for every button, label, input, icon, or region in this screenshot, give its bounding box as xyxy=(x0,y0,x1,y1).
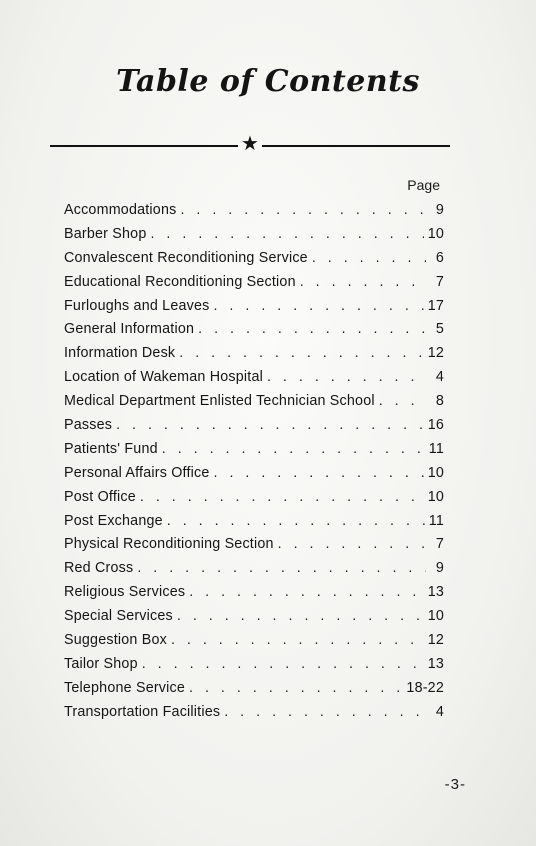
dot-leader xyxy=(267,366,426,390)
dot-leader xyxy=(171,629,424,653)
toc-entry-label: Barber Shop xyxy=(64,225,147,242)
toc-entry xyxy=(64,271,444,295)
star-icon: ★ xyxy=(241,131,259,155)
toc-entry xyxy=(64,390,444,414)
toc-entry-page: 5 xyxy=(435,321,444,338)
toc-entry xyxy=(64,199,444,223)
dot-leader xyxy=(224,701,426,725)
dot-leader xyxy=(140,486,424,510)
toc-entry-page: 7 xyxy=(435,273,444,290)
toc-entry xyxy=(64,414,444,438)
toc-entry xyxy=(64,295,444,319)
dot-leader xyxy=(116,414,424,438)
toc-entry-label: Physical Reconditioning Section xyxy=(64,536,274,553)
toc-entry xyxy=(64,581,444,605)
toc-entry-label: Telephone Service xyxy=(64,679,186,696)
toc-entry-label: Passes xyxy=(64,417,113,434)
dot-leader xyxy=(278,533,426,557)
toc-entry xyxy=(64,605,444,629)
toc-entry-page: 4 xyxy=(435,703,444,720)
toc-entry-label: Information Desk xyxy=(64,345,176,362)
toc-entry-page: 13 xyxy=(427,584,444,601)
toc-entry xyxy=(64,510,444,534)
toc-entry xyxy=(64,438,444,462)
toc-entry-page: 18-22 xyxy=(406,679,444,696)
toc-entry-page: 12 xyxy=(427,345,444,362)
toc-entry xyxy=(64,677,444,701)
dot-leader xyxy=(150,223,423,247)
dot-leader xyxy=(213,295,423,319)
toc-entry-label: Personal Affairs Office xyxy=(64,464,210,481)
toc-entry xyxy=(64,366,444,390)
toc-entry xyxy=(64,342,444,366)
toc-entry-label: Religious Services xyxy=(64,584,186,601)
toc-entry-page: 10 xyxy=(427,488,444,505)
dot-leader xyxy=(379,390,426,414)
divider-rule-right xyxy=(262,145,450,147)
toc-entry xyxy=(64,701,444,725)
dot-leader xyxy=(137,557,426,581)
toc-entry xyxy=(64,247,444,271)
toc-entry-page: 16 xyxy=(427,417,444,434)
page-number: -3- xyxy=(444,776,466,793)
toc-list xyxy=(64,199,444,725)
toc-entry-label: Medical Department Enlisted Technician School xyxy=(64,393,375,410)
divider-rule-left xyxy=(50,145,238,147)
dot-leader xyxy=(198,318,426,342)
toc-entry xyxy=(64,653,444,677)
toc-entry-page: 10 xyxy=(427,464,444,481)
toc-entry-label: Location of Wakeman Hospital xyxy=(64,369,263,386)
dot-leader xyxy=(177,605,424,629)
toc-entry-label: Red Cross xyxy=(64,560,134,577)
toc-entry-label: Tailor Shop xyxy=(64,655,138,672)
toc-entry-page: 10 xyxy=(427,608,444,625)
toc-entry-label: Accommodations xyxy=(64,202,177,218)
toc-entry-label: Suggestion Box xyxy=(64,632,167,649)
dot-leader xyxy=(300,271,426,295)
dot-leader xyxy=(180,199,426,223)
toc-entry xyxy=(64,223,444,247)
dot-leader xyxy=(189,581,423,605)
toc-entry-label: Special Services xyxy=(64,608,173,625)
toc-entry-page: 8 xyxy=(435,393,444,410)
toc-entry-page: 13 xyxy=(427,655,444,672)
dot-leader xyxy=(214,462,424,486)
toc-entry xyxy=(64,486,444,510)
page-title: Table of Contents xyxy=(116,64,420,99)
toc-entry-page: 17 xyxy=(427,297,444,314)
dot-leader xyxy=(142,653,424,677)
toc-entry-label: Convalescent Reconditioning Service xyxy=(64,249,308,266)
toc-entry-label: Furloughs and Leaves xyxy=(64,297,210,314)
toc-entry-page: 12 xyxy=(427,632,444,649)
toc-entry-label: Post Exchange xyxy=(64,512,163,529)
toc-entry-page: 7 xyxy=(435,536,444,553)
toc-entry xyxy=(64,557,444,581)
page-column-heading: Page xyxy=(407,177,440,193)
toc-entry-label: Educational Reconditioning Section xyxy=(64,273,296,290)
dot-leader xyxy=(167,510,425,534)
title-divider xyxy=(50,131,450,155)
toc-entry-page: 6 xyxy=(435,249,444,266)
dot-leader xyxy=(179,342,423,366)
dot-leader xyxy=(162,438,425,462)
toc-entry-page: 11 xyxy=(428,512,444,529)
toc-entry-label: Patients' Fund xyxy=(64,440,158,457)
toc-entry-label: Transportation Facilities xyxy=(64,703,221,720)
toc-entry xyxy=(64,629,444,653)
dot-leader xyxy=(189,677,402,701)
toc-entry-label: Post Office xyxy=(64,488,136,505)
toc-entry-page: 10 xyxy=(427,225,444,242)
toc-entry-label: General Information xyxy=(64,321,195,338)
dot-leader xyxy=(312,247,426,271)
toc-entry-page: 9 xyxy=(435,560,444,577)
toc-entry xyxy=(64,533,444,557)
toc-entry-page: 9 xyxy=(435,202,444,218)
toc-entry xyxy=(64,318,444,342)
toc-entry xyxy=(64,462,444,486)
toc-entry-page: 4 xyxy=(435,369,444,386)
toc-entry-page: 11 xyxy=(428,440,444,457)
